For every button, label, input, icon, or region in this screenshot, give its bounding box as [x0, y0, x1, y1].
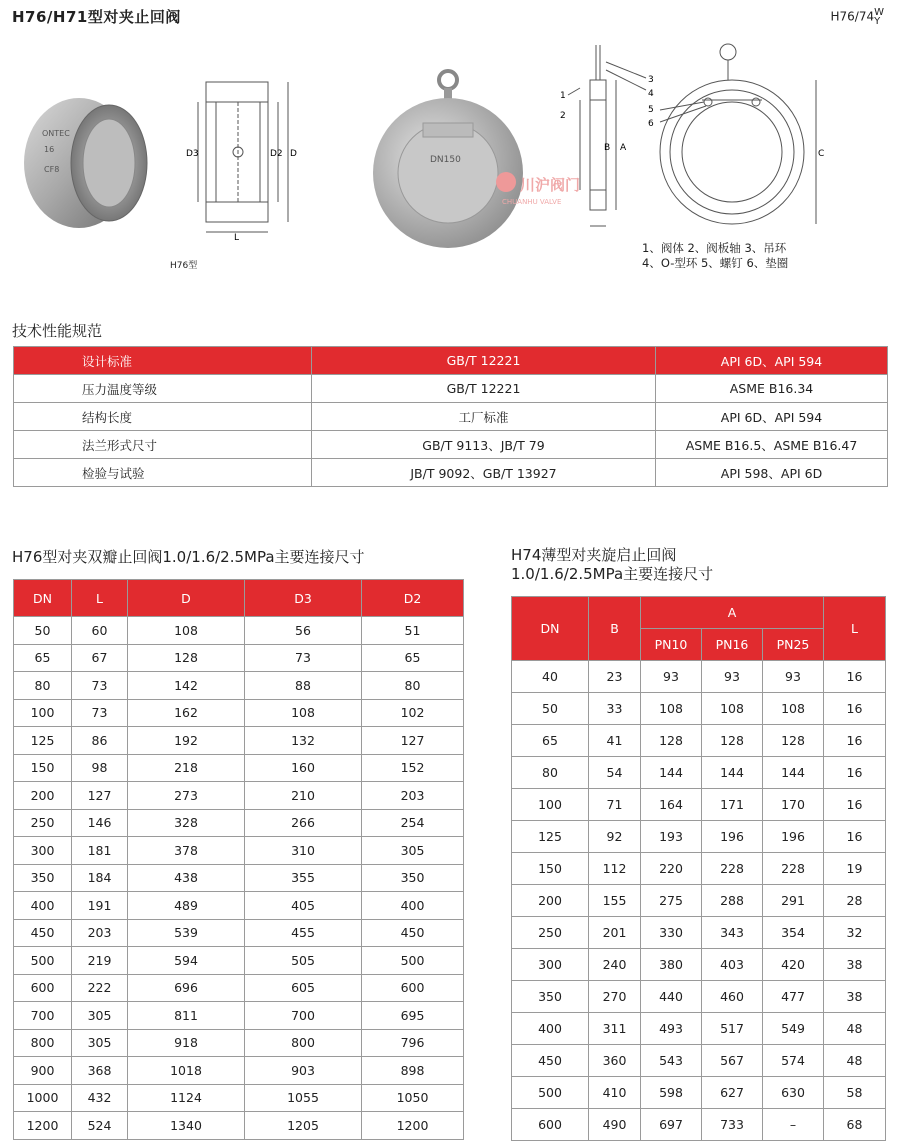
- table-row: [512, 789, 886, 821]
- page-title: H76/H71型对夹止回阀: [12, 8, 181, 26]
- table-cell: 125: [14, 727, 72, 755]
- table-row: [512, 949, 886, 981]
- table-cell: 73: [72, 699, 128, 727]
- svg-text:1: 1: [560, 91, 566, 101]
- table-cell: 112: [589, 853, 641, 885]
- table-cell: 275: [641, 885, 702, 917]
- table-cell: 181: [72, 837, 128, 865]
- table-cell: 600: [512, 1109, 589, 1141]
- table-cell: 210: [245, 782, 362, 810]
- table-cell: 146: [72, 809, 128, 837]
- table-cell: 50: [512, 693, 589, 725]
- table-header-row: [14, 347, 888, 375]
- photo-caption: H76型: [170, 261, 198, 271]
- table-cell: 311: [589, 1013, 641, 1045]
- table-cell: 355: [245, 864, 362, 892]
- table-row: [512, 821, 886, 853]
- label-d3: D3: [186, 149, 199, 159]
- table-cell: 288: [702, 885, 763, 917]
- table-cell: 196: [763, 821, 824, 853]
- table-cell: 900: [14, 1057, 72, 1085]
- table-cell: 400: [362, 892, 464, 920]
- table-row: [512, 1109, 886, 1141]
- table-row: [512, 661, 886, 693]
- table-cell: 128: [128, 644, 245, 672]
- table-cell: 403: [702, 949, 763, 981]
- svg-text:川沪阀门: 川沪阀门: [520, 176, 580, 194]
- table-cell: 490: [589, 1109, 641, 1141]
- col-header-dn: DN: [512, 597, 589, 661]
- table-cell: 1050: [362, 1084, 464, 1112]
- table-cell: 58: [824, 1077, 886, 1109]
- table-cell: 600: [362, 974, 464, 1002]
- table-cell: 150: [512, 853, 589, 885]
- table-cell: 438: [128, 864, 245, 892]
- table-cell: 128: [702, 725, 763, 757]
- model-code-sub: Y: [874, 16, 881, 27]
- table-cell: 1200: [14, 1112, 72, 1140]
- table-row: [14, 644, 464, 672]
- table-row: [14, 1057, 464, 1085]
- table-cell: 697: [641, 1109, 702, 1141]
- table-cell: API 6D、API 594: [656, 403, 888, 431]
- spec-table: [13, 346, 888, 487]
- table-cell: 219: [72, 947, 128, 975]
- table-cell: 50: [14, 617, 72, 645]
- table-cell: 150: [14, 754, 72, 782]
- table-cell: 405: [245, 892, 362, 920]
- table-cell: API 598、API 6D: [656, 459, 888, 487]
- table-cell: 100: [512, 789, 589, 821]
- table-row: [14, 782, 464, 810]
- table-row: [14, 892, 464, 920]
- table-cell: 500: [362, 947, 464, 975]
- table-cell: 800: [245, 1029, 362, 1057]
- h74-front-drawing: [640, 40, 840, 230]
- table-row: [512, 1013, 886, 1045]
- svg-text:6: 6: [648, 119, 654, 129]
- table-cell: 796: [362, 1029, 464, 1057]
- h74-title-line: 1.0/1.6/2.5MPa主要连接尺寸: [511, 565, 714, 583]
- table-row: [14, 1084, 464, 1112]
- model-code: [831, 8, 885, 26]
- table-row: [14, 864, 464, 892]
- table-cell: 477: [763, 981, 824, 1013]
- table-cell: 86: [72, 727, 128, 755]
- table-cell: 193: [641, 821, 702, 853]
- table-row: [14, 809, 464, 837]
- table-cell: 127: [362, 727, 464, 755]
- table-cell: 160: [245, 754, 362, 782]
- table-cell: 1000: [14, 1084, 72, 1112]
- table-cell: 93: [641, 661, 702, 693]
- table-cell: 400: [14, 892, 72, 920]
- table-cell: 450: [362, 919, 464, 947]
- table-cell: 51: [362, 617, 464, 645]
- col-header-l: L: [824, 597, 886, 661]
- table-cell: 16: [824, 821, 886, 853]
- table-cell: 108: [128, 617, 245, 645]
- table-cell: 203: [362, 782, 464, 810]
- spec-header-cell: GB/T 12221: [312, 347, 656, 375]
- table-row: [14, 1029, 464, 1057]
- table-header-row: [14, 580, 464, 617]
- table-cell: 16: [824, 725, 886, 757]
- table-cell: 440: [641, 981, 702, 1013]
- table-row: [14, 403, 888, 431]
- table-cell: 93: [702, 661, 763, 693]
- table-cell: 350: [362, 864, 464, 892]
- h76-dimension-table: [13, 579, 464, 1140]
- table-cell: 305: [362, 837, 464, 865]
- table-cell: 152: [362, 754, 464, 782]
- col-header: D3: [245, 580, 362, 617]
- table-cell: 273: [128, 782, 245, 810]
- table-cell: 71: [589, 789, 641, 821]
- col-header: D: [128, 580, 245, 617]
- table-cell: 543: [641, 1045, 702, 1077]
- table-cell: 254: [362, 809, 464, 837]
- col-header-b: B: [589, 597, 641, 661]
- table-cell: 218: [128, 754, 245, 782]
- table-row: [512, 725, 886, 757]
- label-b: B: [604, 143, 611, 153]
- table-row: [512, 981, 886, 1013]
- table-cell: 102: [362, 699, 464, 727]
- table-cell: 132: [245, 727, 362, 755]
- table-cell: 360: [589, 1045, 641, 1077]
- table-cell: 368: [72, 1057, 128, 1085]
- table-cell: 32: [824, 917, 886, 949]
- table-cell: 108: [702, 693, 763, 725]
- table-cell: 450: [14, 919, 72, 947]
- table-cell: ASME B16.34: [656, 375, 888, 403]
- table-cell: 460: [702, 981, 763, 1013]
- table-cell: 162: [128, 699, 245, 727]
- table-cell: 305: [72, 1002, 128, 1030]
- table-cell: 1055: [245, 1084, 362, 1112]
- table-cell: 505: [245, 947, 362, 975]
- label-a: A: [620, 143, 627, 153]
- table-row: [14, 699, 464, 727]
- table-cell: 310: [245, 837, 362, 865]
- table-cell: 455: [245, 919, 362, 947]
- table-cell: 80: [512, 757, 589, 789]
- table-cell: 65: [362, 644, 464, 672]
- table-cell: 125: [512, 821, 589, 853]
- table-cell: 38: [824, 981, 886, 1013]
- parts-legend: [642, 241, 788, 271]
- table-cell: 627: [702, 1077, 763, 1109]
- swing-valve-photo: [368, 68, 528, 248]
- table-row: [14, 431, 888, 459]
- table-cell: 171: [702, 789, 763, 821]
- table-cell: 191: [72, 892, 128, 920]
- table-cell: 196: [702, 821, 763, 853]
- table-cell: 220: [641, 853, 702, 885]
- model-code-text: H76/74: [830, 9, 875, 24]
- model-code-sup: W: [874, 7, 884, 18]
- table-cell: 343: [702, 917, 763, 949]
- label-d2: D2: [270, 149, 283, 159]
- table-row: [512, 885, 886, 917]
- table-row: [14, 375, 888, 403]
- table-row: [14, 947, 464, 975]
- table-cell: 200: [512, 885, 589, 917]
- table-cell: 68: [824, 1109, 886, 1141]
- table-cell: 250: [512, 917, 589, 949]
- table-cell: 54: [589, 757, 641, 789]
- table-cell: 压力温度等级: [14, 375, 312, 403]
- table-cell: 1018: [128, 1057, 245, 1085]
- table-cell: 700: [14, 1002, 72, 1030]
- table-cell: 108: [641, 693, 702, 725]
- table-cell: 127: [72, 782, 128, 810]
- svg-text:5: 5: [648, 105, 654, 115]
- table-cell: 73: [72, 672, 128, 700]
- table-cell: 40: [512, 661, 589, 693]
- table-cell: 811: [128, 1002, 245, 1030]
- table-cell: 574: [763, 1045, 824, 1077]
- table-cell: 19: [824, 853, 886, 885]
- table-row: [14, 754, 464, 782]
- table-cell: 工厂标准: [312, 403, 656, 431]
- table-cell: 192: [128, 727, 245, 755]
- table-row: [14, 459, 888, 487]
- table-cell: 898: [362, 1057, 464, 1085]
- table-cell: 80: [14, 672, 72, 700]
- svg-text:16: 16: [44, 145, 55, 154]
- table-cell: 696: [128, 974, 245, 1002]
- table-cell: 144: [641, 757, 702, 789]
- table-cell: 65: [14, 644, 72, 672]
- table-cell: ASME B16.5、ASME B16.47: [656, 431, 888, 459]
- table-row: [14, 617, 464, 645]
- table-cell: 400: [512, 1013, 589, 1045]
- table-cell: 56: [245, 617, 362, 645]
- table-header-row: [512, 597, 886, 629]
- table-row: [14, 672, 464, 700]
- table-cell: 305: [72, 1029, 128, 1057]
- table-cell: 41: [589, 725, 641, 757]
- table-cell: 517: [702, 1013, 763, 1045]
- table-cell: 170: [763, 789, 824, 821]
- col-header: D2: [362, 580, 464, 617]
- svg-text:CHUANHU VALVE: CHUANHU VALVE: [502, 198, 562, 206]
- parts-legend-line: 4、O-型环 5、螺钉 6、垫圈: [642, 256, 789, 270]
- table-row: [14, 1002, 464, 1030]
- table-cell: 432: [72, 1084, 128, 1112]
- table-cell: 228: [763, 853, 824, 885]
- table-row: [14, 919, 464, 947]
- h74-dimension-table: [511, 596, 886, 1141]
- table-cell: 23: [589, 661, 641, 693]
- table-cell: 48: [824, 1045, 886, 1077]
- table-cell: 33: [589, 693, 641, 725]
- table-cell: 605: [245, 974, 362, 1002]
- table-row: [14, 727, 464, 755]
- table-cell: 350: [512, 981, 589, 1013]
- table-cell: 60: [72, 617, 128, 645]
- dual-plate-valve-photo: [14, 88, 154, 238]
- table-cell: 28: [824, 885, 886, 917]
- table-cell: 410: [589, 1077, 641, 1109]
- col-header-a: A: [641, 597, 824, 629]
- table-cell: 420: [763, 949, 824, 981]
- spec-section-title: 技术性能规范: [12, 322, 103, 340]
- svg-text:CF8: CF8: [44, 165, 60, 174]
- parts-legend-line: 1、阀体 2、阀板轴 3、吊环: [642, 241, 787, 255]
- table-cell: 203: [72, 919, 128, 947]
- table-cell: 108: [245, 699, 362, 727]
- table-cell: 500: [14, 947, 72, 975]
- table-cell: 300: [512, 949, 589, 981]
- table-cell: 98: [72, 754, 128, 782]
- table-cell: 38: [824, 949, 886, 981]
- table-cell: 330: [641, 917, 702, 949]
- table-cell: 240: [589, 949, 641, 981]
- table-cell: 539: [128, 919, 245, 947]
- table-cell: 73: [245, 644, 362, 672]
- table-cell: 93: [763, 661, 824, 693]
- table-cell: 88: [245, 672, 362, 700]
- h74-section-title: [511, 546, 713, 584]
- table-cell: 16: [824, 757, 886, 789]
- table-cell: 567: [702, 1045, 763, 1077]
- svg-text:2: 2: [560, 111, 566, 121]
- svg-text:3: 3: [648, 75, 654, 85]
- table-cell: 128: [763, 725, 824, 757]
- table-cell: 142: [128, 672, 245, 700]
- table-cell: 222: [72, 974, 128, 1002]
- table-cell: 16: [824, 789, 886, 821]
- table-cell: 1124: [128, 1084, 245, 1112]
- table-cell: 184: [72, 864, 128, 892]
- label-c: C: [818, 149, 825, 159]
- table-row: [14, 1112, 464, 1140]
- h76-section-drawing: [178, 72, 298, 242]
- table-cell: 16: [824, 661, 886, 693]
- table-cell: 270: [589, 981, 641, 1013]
- table-cell: 500: [512, 1077, 589, 1109]
- table-cell: 800: [14, 1029, 72, 1057]
- table-cell: 300: [14, 837, 72, 865]
- col-header: DN: [14, 580, 72, 617]
- table-cell: 493: [641, 1013, 702, 1045]
- table-cell: 201: [589, 917, 641, 949]
- table-cell: 903: [245, 1057, 362, 1085]
- label-d: D: [290, 149, 297, 159]
- table-cell: 1340: [128, 1112, 245, 1140]
- svg-text:4: 4: [648, 89, 654, 99]
- table-row: [512, 917, 886, 949]
- table-row: [14, 974, 464, 1002]
- table-cell: JB/T 9092、GB/T 13927: [312, 459, 656, 487]
- spec-header-cell: API 6D、API 594: [656, 347, 888, 375]
- table-cell: 检验与试验: [14, 459, 312, 487]
- table-cell: 598: [641, 1077, 702, 1109]
- table-cell: 100: [14, 699, 72, 727]
- table-row: [512, 853, 886, 885]
- table-cell: 92: [589, 821, 641, 853]
- table-cell: 228: [702, 853, 763, 885]
- table-cell: 378: [128, 837, 245, 865]
- table-cell: 918: [128, 1029, 245, 1057]
- table-cell: GB/T 12221: [312, 375, 656, 403]
- table-cell: 700: [245, 1002, 362, 1030]
- table-cell: 328: [128, 809, 245, 837]
- table-row: [512, 693, 886, 725]
- table-cell: 600: [14, 974, 72, 1002]
- table-cell: 128: [641, 725, 702, 757]
- table-cell: 65: [512, 725, 589, 757]
- table-cell: 733: [702, 1109, 763, 1141]
- table-cell: 524: [72, 1112, 128, 1140]
- table-cell: 16: [824, 693, 886, 725]
- table-row: [14, 837, 464, 865]
- col-header: L: [72, 580, 128, 617]
- table-cell: 结构长度: [14, 403, 312, 431]
- table-cell: 266: [245, 809, 362, 837]
- valve-plate-text: DN150: [430, 155, 461, 165]
- table-cell: 108: [763, 693, 824, 725]
- label-l: L: [234, 233, 240, 242]
- table-cell: 155: [589, 885, 641, 917]
- spec-header-cell: 设计标准: [14, 347, 312, 375]
- table-row: [512, 1045, 886, 1077]
- table-row: [512, 1077, 886, 1109]
- table-cell: 法兰形式尺寸: [14, 431, 312, 459]
- table-cell: GB/T 9113、JB/T 79: [312, 431, 656, 459]
- table-cell: 450: [512, 1045, 589, 1077]
- table-row: [512, 757, 886, 789]
- table-cell: 80: [362, 672, 464, 700]
- table-cell: 354: [763, 917, 824, 949]
- table-cell: 380: [641, 949, 702, 981]
- col-header-pn25: PN25: [763, 629, 824, 661]
- table-cell: 594: [128, 947, 245, 975]
- table-cell: 350: [14, 864, 72, 892]
- col-header-pn10: PN10: [641, 629, 702, 661]
- table-cell: 549: [763, 1013, 824, 1045]
- col-header-pn16: PN16: [702, 629, 763, 661]
- table-cell: –: [763, 1109, 824, 1141]
- table-cell: 630: [763, 1077, 824, 1109]
- table-cell: 48: [824, 1013, 886, 1045]
- table-cell: 144: [702, 757, 763, 789]
- table-cell: 164: [641, 789, 702, 821]
- table-cell: 1205: [245, 1112, 362, 1140]
- table-cell: 695: [362, 1002, 464, 1030]
- table-cell: 67: [72, 644, 128, 672]
- table-cell: 291: [763, 885, 824, 917]
- table-cell: 200: [14, 782, 72, 810]
- table-cell: 144: [763, 757, 824, 789]
- h74-title-line: H74薄型对夹旋启止回阀: [511, 546, 677, 564]
- svg-text:ONTEC: ONTEC: [42, 129, 70, 138]
- h76-section-title: H76型对夹双瓣止回阀1.0/1.6/2.5MPa主要连接尺寸: [12, 548, 365, 566]
- table-cell: 250: [14, 809, 72, 837]
- table-cell: 1200: [362, 1112, 464, 1140]
- table-cell: 489: [128, 892, 245, 920]
